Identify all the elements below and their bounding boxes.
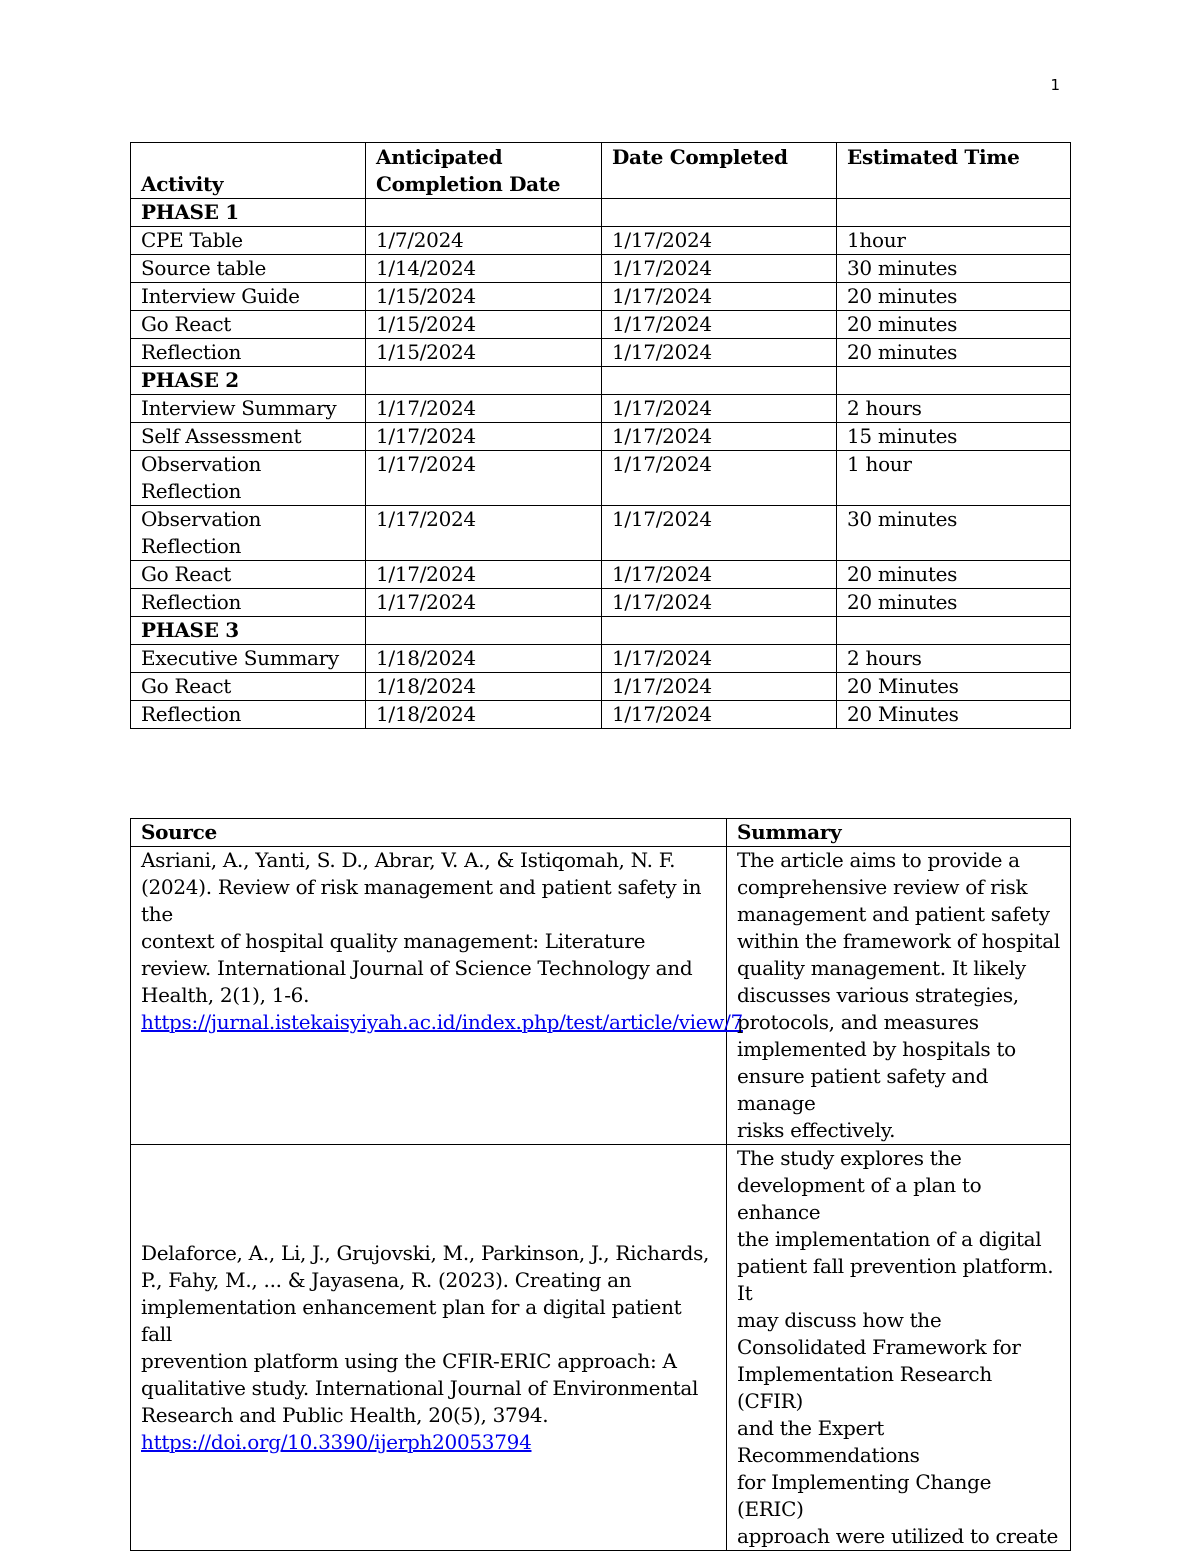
cell-completed: 1/17/2024 xyxy=(602,311,837,339)
cell-anticipated: 1/14/2024 xyxy=(366,255,602,283)
cell-time: 20 Minutes xyxy=(837,673,1071,701)
cell-time: 20 Minutes xyxy=(837,701,1071,729)
cell-time: 15 minutes xyxy=(837,423,1071,451)
source-summary-table xyxy=(130,818,1071,1551)
header-anticipated-completion-date: Anticipated Completion Date xyxy=(366,143,602,199)
cell-time: 2 hours xyxy=(837,645,1071,673)
phase-label: PHASE 3 xyxy=(131,617,366,645)
cell-completed: 1/17/2024 xyxy=(602,561,837,589)
cell-completed: 1/17/2024 xyxy=(602,673,837,701)
cell-anticipated: 1/15/2024 xyxy=(366,339,602,367)
cell-completed: 1/17/2024 xyxy=(602,589,837,617)
cell-completed: 1/17/2024 xyxy=(602,339,837,367)
activity-schedule-table xyxy=(130,142,1071,729)
cell-anticipated: 1/17/2024 xyxy=(366,506,602,561)
table-row xyxy=(131,395,1071,423)
cell-anticipated: 1/18/2024 xyxy=(366,645,602,673)
cell-activity: Go React xyxy=(131,311,366,339)
header-source: Source xyxy=(131,819,727,847)
cell-activity: Source table xyxy=(131,255,366,283)
cell-completed: 1/17/2024 xyxy=(602,227,837,255)
cell-activity: Interview Guide xyxy=(131,283,366,311)
cell-anticipated: 1/15/2024 xyxy=(366,311,602,339)
source-link[interactable]: https://doi.org/10.3390/ijerph20053794 xyxy=(141,1429,532,1454)
table-row xyxy=(131,673,1071,701)
cell-completed: 1/17/2024 xyxy=(602,506,837,561)
table-row xyxy=(131,847,1071,1145)
source-link[interactable]: https://jurnal.istekaisyiyah.ac.id/index.php/test/article/view/7 xyxy=(141,1010,743,1034)
cell-source: Delaforce, A., Li, J., Grujovski, M., Parkinson, J., Richards, P., Fahy, M., ... & Jayasena, R. (2023). Creating an implementation enhancement plan for a digital patient fall prevention platform using the CFIR-ERIC approach: A qualitative study. International Journal of Environmental Research and Public Health, 20(5), 3794. https://doi.org/10.3390/ijerph20053794 xyxy=(131,1145,727,1551)
cell-completed: 1/17/2024 xyxy=(602,283,837,311)
cell-time: 2 hours xyxy=(837,395,1071,423)
cell-activity: Observation Reflection xyxy=(131,451,366,506)
cell-completed: 1/17/2024 xyxy=(602,255,837,283)
cell-anticipated: 1/17/2024 xyxy=(366,395,602,423)
table-row xyxy=(131,561,1071,589)
cell-summary: The study explores the development of a plan to enhance the implementation of a digital patient fall prevention platform. It may discuss how the Consolidated Framework for Implementation Research (CFIR) and the Expert Recommendations for Implementing Change (ERIC) approach were utilized to create xyxy=(727,1145,1071,1551)
phase-row xyxy=(131,617,1071,645)
table-row xyxy=(131,311,1071,339)
cell-anticipated: 1/18/2024 xyxy=(366,701,602,729)
header-date-completed: Date Completed xyxy=(602,143,837,199)
cell-time: 20 minutes xyxy=(837,589,1071,617)
phase-row xyxy=(131,367,1071,395)
cell-activity: Reflection xyxy=(131,589,366,617)
cell-completed: 1/17/2024 xyxy=(602,645,837,673)
cell-source: Asriani, A., Yanti, S. D., Abrar, V. A., & Istiqomah, N. F. (2024). Review of risk management and patient safety in the context of hospital quality management: Literature review. International Journal of Science Technology and Health, 2(1), 1-6. https://jurnal.istekaisyiyah.ac.id/index.php/test/article/view/7 xyxy=(131,847,727,1145)
cell-time: 20 minutes xyxy=(837,311,1071,339)
table-row xyxy=(131,589,1071,617)
cell-completed: 1/17/2024 xyxy=(602,395,837,423)
cell-activity: Reflection xyxy=(131,339,366,367)
table-row xyxy=(131,423,1071,451)
table-row xyxy=(131,645,1071,673)
table-row xyxy=(131,1145,1071,1551)
table-row xyxy=(131,451,1071,506)
header-activity: Activity xyxy=(131,143,366,199)
table-row xyxy=(131,339,1071,367)
cell-activity: CPE Table xyxy=(131,227,366,255)
table-row xyxy=(131,255,1071,283)
cell-time: 1hour xyxy=(837,227,1071,255)
cell-anticipated: 1/17/2024 xyxy=(366,451,602,506)
table-row xyxy=(131,227,1071,255)
table-row xyxy=(131,283,1071,311)
header-estimated-time: Estimated Time xyxy=(837,143,1071,199)
cell-activity: Executive Summary xyxy=(131,645,366,673)
table-header-row xyxy=(131,143,1071,199)
phase-row xyxy=(131,199,1071,227)
cell-anticipated: 1/18/2024 xyxy=(366,673,602,701)
cell-completed: 1/17/2024 xyxy=(602,701,837,729)
header-summary: Summary xyxy=(727,819,1071,847)
cell-activity: Observation Reflection xyxy=(131,506,366,561)
page-number: 1 xyxy=(1050,76,1060,94)
cell-activity: Go React xyxy=(131,673,366,701)
phase-label: PHASE 2 xyxy=(131,367,366,395)
table-header-row xyxy=(131,819,1071,847)
cell-activity: Self Assessment xyxy=(131,423,366,451)
cell-time: 30 minutes xyxy=(837,506,1071,561)
cell-anticipated: 1/17/2024 xyxy=(366,423,602,451)
cell-anticipated: 1/17/2024 xyxy=(366,589,602,617)
phase-label: PHASE 1 xyxy=(131,199,366,227)
cell-anticipated: 1/15/2024 xyxy=(366,283,602,311)
table-row xyxy=(131,701,1071,729)
cell-time: 30 minutes xyxy=(837,255,1071,283)
cell-activity: Interview Summary xyxy=(131,395,366,423)
cell-time: 1 hour xyxy=(837,451,1071,506)
cell-time: 20 minutes xyxy=(837,561,1071,589)
cell-summary: The article aims to provide a comprehensive review of risk management and patient safety within the framework of hospital quality management. It likely discusses various strategies, protocols, and measures implemented by hospitals to ensure patient safety and manage risks effectively. xyxy=(727,847,1071,1145)
cell-anticipated: 1/17/2024 xyxy=(366,561,602,589)
cell-completed: 1/17/2024 xyxy=(602,423,837,451)
cell-completed: 1/17/2024 xyxy=(602,451,837,506)
cell-time: 20 minutes xyxy=(837,283,1071,311)
cell-anticipated: 1/7/2024 xyxy=(366,227,602,255)
cell-activity: Reflection xyxy=(131,701,366,729)
cell-activity: Go React xyxy=(131,561,366,589)
table-row xyxy=(131,506,1071,561)
cell-time: 20 minutes xyxy=(837,339,1071,367)
